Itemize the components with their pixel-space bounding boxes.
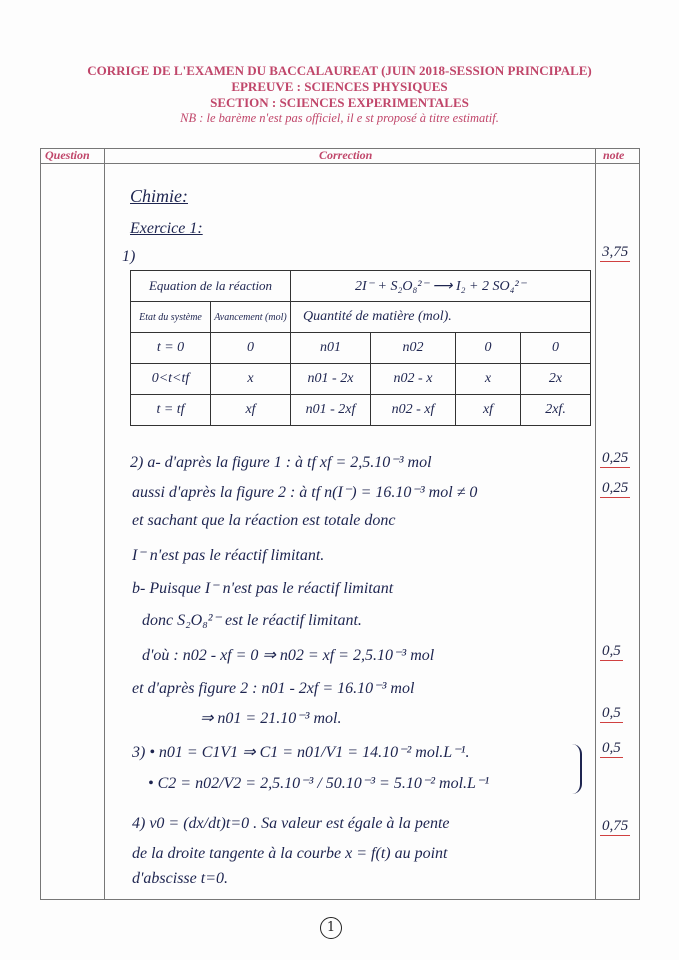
note-score: 0,5 xyxy=(602,740,621,756)
cell: xf xyxy=(456,395,521,426)
cell: 0 xyxy=(211,333,291,364)
exam-title: CORRIGE DE L'EXAMEN DU BACCALAUREAT (JUIN 2018-SESSION PRINCIPALE) xyxy=(87,63,592,78)
cell: Quantité de matière (mol). xyxy=(291,302,591,333)
exercise-title: Exercice 1: xyxy=(130,220,203,237)
cell: n02 - x xyxy=(371,364,456,395)
cell: 0 xyxy=(521,333,591,364)
answer-line: b- Puisque I⁻ n'est pas le réactif limitant xyxy=(132,580,394,597)
cell: 2x xyxy=(521,364,591,395)
section-chimie: Chimie: xyxy=(130,186,188,206)
cell: n01 xyxy=(291,333,371,364)
note-score: 3,75 xyxy=(602,244,629,260)
cell: n02 - xf xyxy=(371,395,456,426)
answer-line: 3) • n01 = C1V1 ⇒ C1 = n01/V1 = 14.10⁻² mol.L⁻¹. xyxy=(132,744,470,761)
answer-line: d'abscisse t=0. xyxy=(132,870,228,887)
answer-line: de la droite tangente à la courbe x = f(t) au point xyxy=(132,845,448,862)
cell: xf xyxy=(211,395,291,426)
cell: 0 xyxy=(456,333,521,364)
cell: Avancement (mol) xyxy=(211,302,291,333)
column-correction: Correction xyxy=(319,148,373,162)
cell: 0<t<tf xyxy=(131,364,211,395)
grading-note: NB : le barème n'est pas officiel, il e st proposé à titre estimatif. xyxy=(180,111,499,125)
note-score: 0,25 xyxy=(602,480,629,496)
page-number: 1 xyxy=(320,917,342,939)
cell: t = 0 xyxy=(131,333,211,364)
cell: 2I⁻ + S₂O₈²⁻ ⟶ I₂ + 2 SO₄²⁻ xyxy=(291,271,591,302)
answer-line: et d'après figure 2 : n01 - 2xf = 16.10⁻³ mol xyxy=(132,680,415,697)
answer-line: aussi d'après la figure 2 : à tf n(I⁻) = 16.10⁻³ mol ≠ 0 xyxy=(132,484,478,501)
answer-line: d'où : n02 - xf = 0 ⇒ n02 = xf = 2,5.10⁻³ mol xyxy=(142,647,435,664)
cell: Etat du système xyxy=(131,302,211,333)
answer-line: et sachant que la réaction est totale donc xyxy=(132,512,396,529)
cell: x xyxy=(456,364,521,395)
part-label: 1) xyxy=(122,248,136,265)
note-score: 0,25 xyxy=(602,450,629,466)
cell: t = tf xyxy=(131,395,211,426)
column-question: Question xyxy=(45,148,90,162)
answer-line: donc S₂O₈²⁻ est le réactif limitant. xyxy=(142,612,362,629)
answer-line: I⁻ n'est pas le réactif limitant. xyxy=(132,547,325,564)
answer-line: 2) a- d'après la figure 1 : à tf xf = 2,5.10⁻³ mol xyxy=(130,454,432,471)
cell: x xyxy=(211,364,291,395)
exam-section: SECTION : SCIENCES EXPERIMENTALES xyxy=(210,95,469,110)
cell: n02 xyxy=(371,333,456,364)
note-score: 0,75 xyxy=(602,818,629,834)
answer-line: ⇒ n01 = 21.10⁻³ mol. xyxy=(200,710,342,727)
exam-subject: EPREUVE : SCIENCES PHYSIQUES xyxy=(231,79,448,94)
advancement-table xyxy=(130,270,591,426)
note-score: 0,5 xyxy=(602,705,621,721)
cell: 2xf. xyxy=(521,395,591,426)
cell: Equation de la réaction xyxy=(131,271,291,302)
answer-line: • C2 = n02/V2 = 2,5.10⁻³ / 50.10⁻³ = 5.10⁻² mol.L⁻¹ xyxy=(148,775,490,792)
cell: n01 - 2xf xyxy=(291,395,371,426)
column-note: note xyxy=(603,148,625,162)
brace xyxy=(572,744,582,794)
cell: n01 - 2x xyxy=(291,364,371,395)
answer-line: 4) v0 = (dx/dt)t=0 . Sa valeur est égale à la pente xyxy=(132,815,450,832)
divider xyxy=(104,149,105,899)
note-score: 0,5 xyxy=(602,643,621,659)
divider xyxy=(595,149,596,899)
